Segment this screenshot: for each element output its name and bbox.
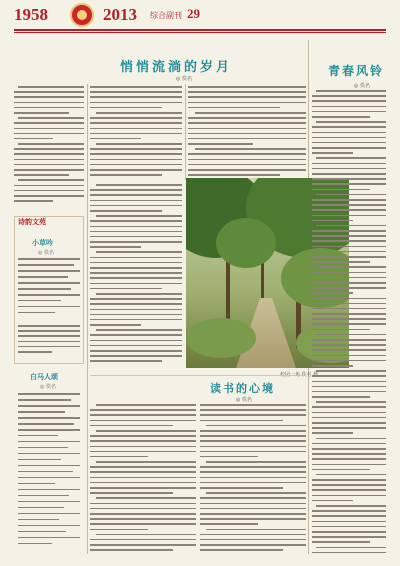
header-rule bbox=[14, 29, 386, 31]
right-article-text bbox=[312, 90, 386, 554]
poem-1-byline: ◎ 佚名 bbox=[38, 250, 54, 256]
journal-name: 综合副刊 bbox=[150, 11, 182, 20]
poem-1-text bbox=[18, 258, 80, 318]
article-column-2-lower bbox=[90, 184, 182, 368]
header-year-start: 1958 bbox=[14, 5, 48, 24]
page-number: 29 bbox=[187, 6, 200, 21]
section-divider bbox=[90, 375, 306, 376]
essay-byline: ◎ 佚名 bbox=[236, 397, 252, 403]
main-article-title: 悄悄流淌的岁月 bbox=[120, 60, 233, 75]
poem-2-text bbox=[18, 393, 80, 553]
poem-1-note bbox=[18, 325, 80, 361]
column-divider bbox=[185, 84, 186, 180]
main-article-byline: ◎ 佚名 bbox=[176, 76, 192, 82]
header-year-end: 2013 bbox=[103, 5, 137, 24]
school-emblem-icon bbox=[70, 3, 94, 27]
column-divider bbox=[87, 84, 88, 554]
right-article-byline: ◎ 佚名 bbox=[354, 83, 370, 89]
page-header bbox=[0, 0, 400, 30]
poem-1-title: 小草吟 bbox=[32, 239, 53, 247]
essay-column-1 bbox=[90, 404, 196, 554]
essay-title: 读书的心境 bbox=[210, 382, 275, 395]
poem-2-byline: ◎ 佚名 bbox=[40, 384, 56, 390]
right-article-title: 青春风铃 bbox=[328, 64, 385, 78]
article-column-1 bbox=[14, 86, 84, 212]
header-rule-thin bbox=[14, 32, 386, 33]
poem-2-title: 白马人颂 bbox=[30, 373, 58, 381]
article-column-3 bbox=[188, 86, 306, 178]
essay-column-2 bbox=[200, 404, 306, 554]
poetry-section-label: 诗韵文苑 bbox=[18, 218, 46, 226]
photo-caption: 佚名 bbox=[301, 372, 312, 378]
article-column-2 bbox=[90, 86, 182, 178]
